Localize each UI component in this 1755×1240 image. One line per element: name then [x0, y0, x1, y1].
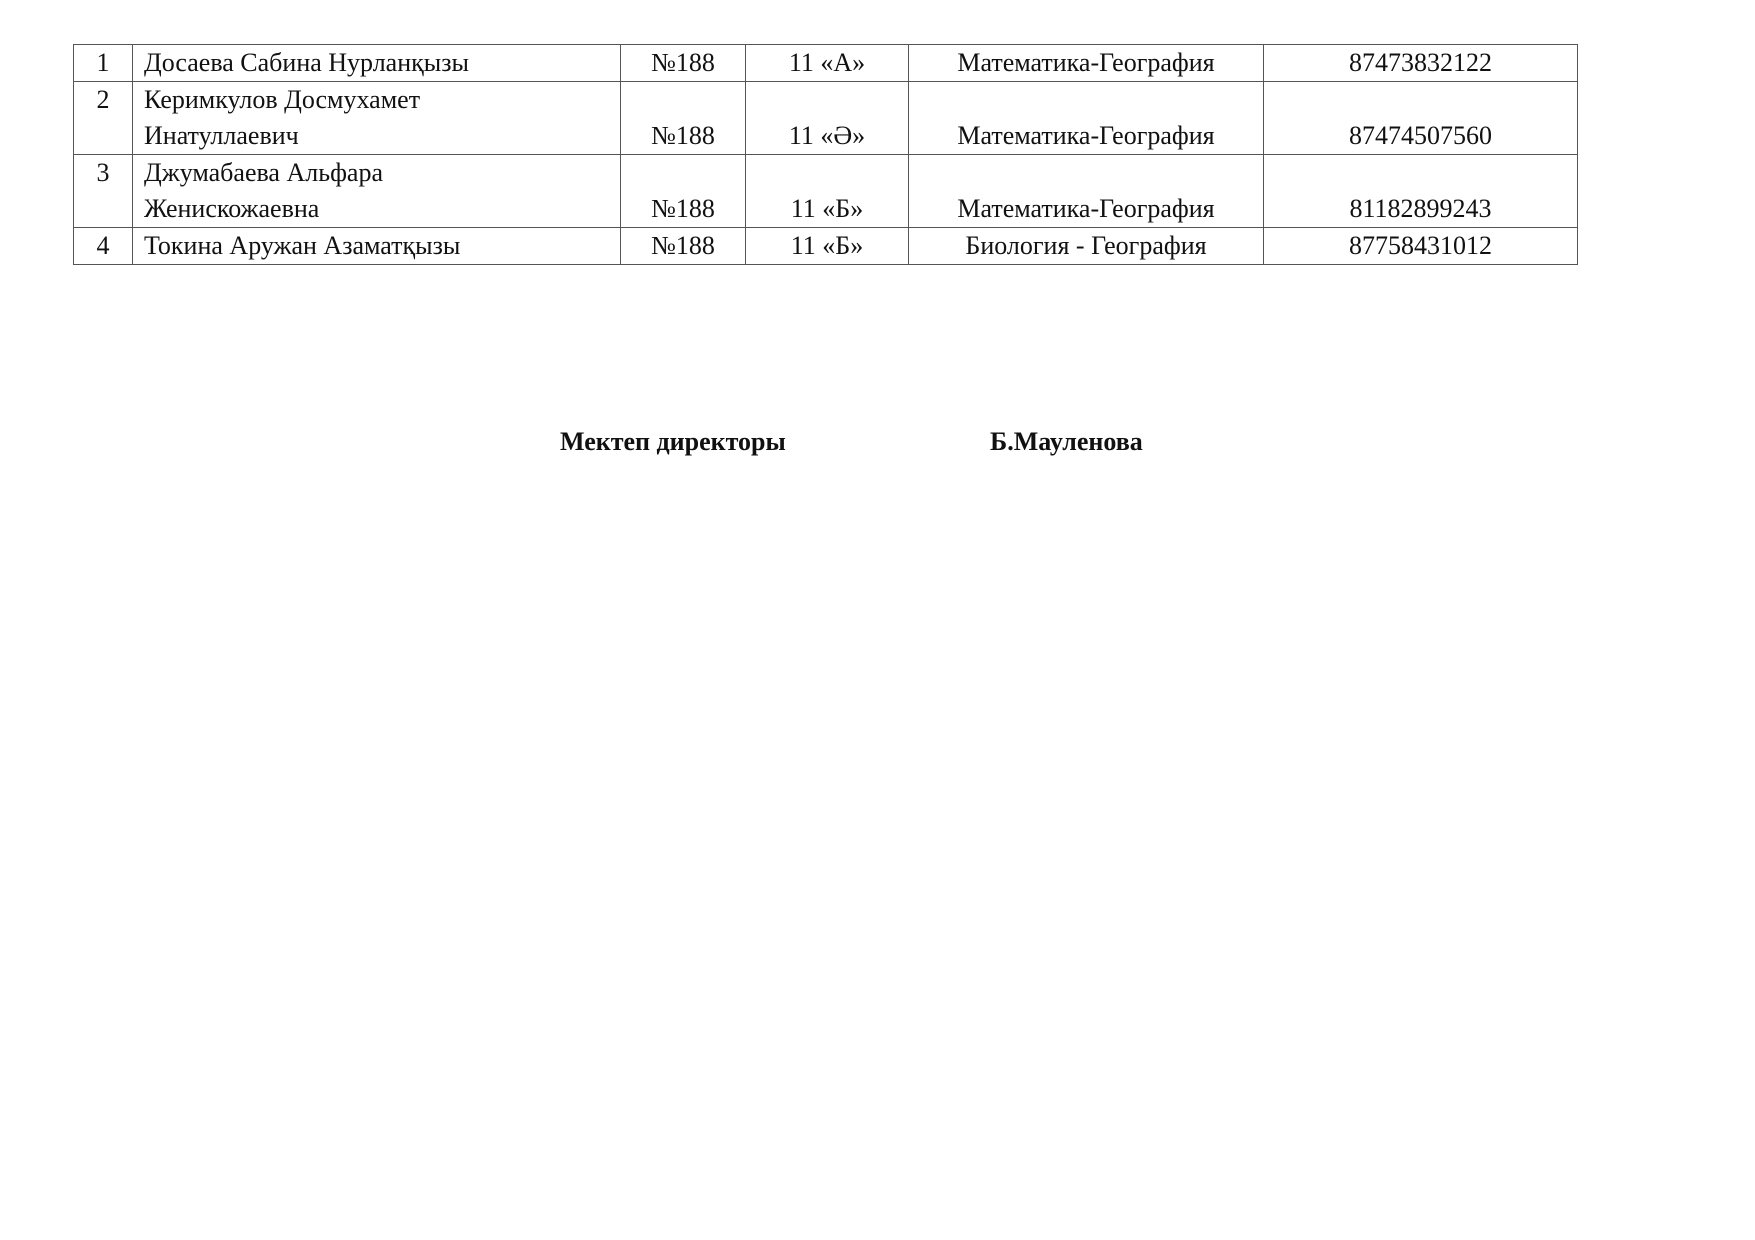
phone-number: 87474507560: [1264, 82, 1578, 155]
phone-number: 87473832122: [1264, 45, 1578, 82]
student-name: [133, 228, 621, 265]
phone-number: 81182899243: [1264, 155, 1578, 228]
student-name-line: Женискожаевна: [144, 194, 320, 223]
school-number: №188: [621, 45, 746, 82]
subjects: Математика-География: [909, 82, 1264, 155]
row-number: 2: [74, 82, 133, 155]
subjects: Биология - География: [909, 228, 1264, 265]
students-table: [73, 44, 1578, 265]
student-name-line: Джумабаева Альфара: [144, 158, 383, 187]
table-row: [74, 82, 1578, 155]
table-row: [74, 155, 1578, 228]
director-title: Мектеп директоры: [560, 427, 786, 456]
row-number: 3: [74, 155, 133, 228]
row-number: 4: [74, 228, 133, 265]
phone-number: 87758431012: [1264, 228, 1578, 265]
director-name: Б.Мауленова: [990, 427, 1143, 456]
class-name: 11 «Б»: [746, 155, 909, 228]
student-name: [133, 82, 621, 155]
student-name-line: Керимкулов Досмухамет: [144, 85, 421, 114]
subjects: Математика-География: [909, 155, 1264, 228]
student-name-line: Токина Аружан Азаматқызы: [144, 231, 461, 260]
school-number: №188: [621, 82, 746, 155]
subjects: Математика-География: [909, 45, 1264, 82]
class-name: 11 «Ә»: [746, 82, 909, 155]
table-row: [74, 45, 1578, 82]
student-name-line: Инатуллаевич: [144, 121, 299, 150]
school-number: №188: [621, 228, 746, 265]
student-name: [133, 45, 621, 82]
student-name: [133, 155, 621, 228]
table-row: [74, 228, 1578, 265]
school-number: №188: [621, 155, 746, 228]
row-number: 1: [74, 45, 133, 82]
student-name-line: Досаева Сабина Нурланқызы: [144, 48, 469, 77]
class-name: 11 «Б»: [746, 228, 909, 265]
class-name: 11 «А»: [746, 45, 909, 82]
